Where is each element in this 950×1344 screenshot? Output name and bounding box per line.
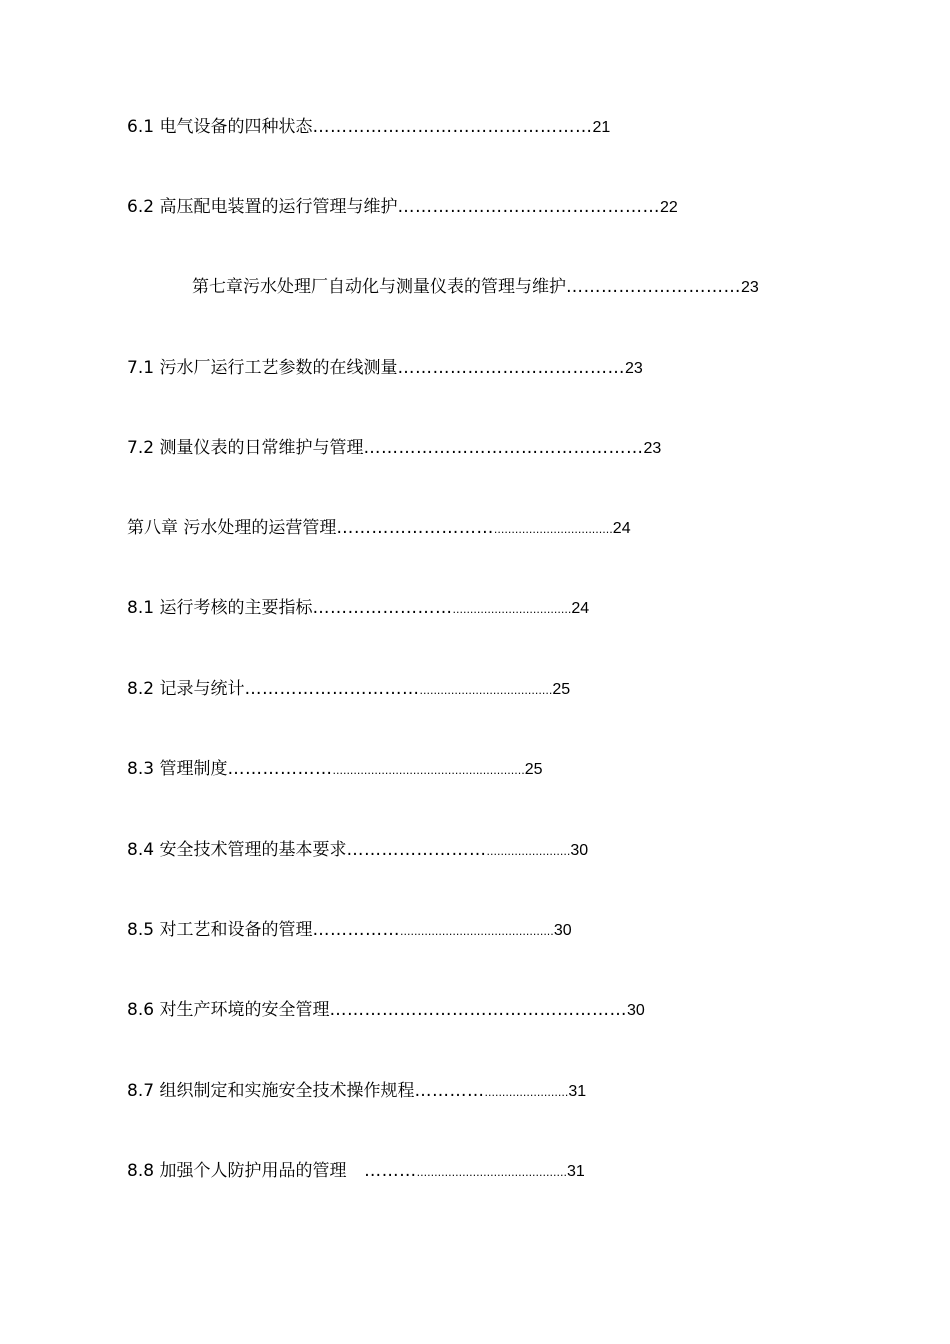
toc-page-number: 25 [524, 761, 543, 778]
toc-page-number: 24 [571, 600, 590, 617]
toc-page-number: 30 [553, 922, 572, 939]
toc-entry-chapter-7 [192, 276, 759, 299]
toc-leader: …………… [312, 920, 400, 940]
toc-page-number: 23 [643, 440, 662, 457]
toc-leader: ………………………… [244, 679, 420, 699]
toc-leader-small: .................................. [452, 603, 572, 616]
toc-entry-title: 第八章 污水处理的运营管理 [127, 518, 337, 538]
toc-leader-small: ........................ [484, 1086, 569, 1099]
toc-page-number: 23 [741, 279, 759, 296]
toc-entry-title: 6.1 电气设备的四种状态 [127, 117, 313, 137]
toc-entry-title: 8.2 记录与统计 [127, 679, 245, 699]
toc-entry-8-2 [127, 678, 570, 702]
toc-leader: ………………………………………… [363, 438, 644, 458]
toc-page-number: 24 [612, 520, 631, 537]
toc-entry-title: 8.7 组织制定和实施安全技术操作规程 [127, 1081, 415, 1101]
toc-leader: ……… [346, 1161, 417, 1181]
toc-entry-8-1 [127, 597, 589, 621]
toc-entry-8-5 [127, 919, 572, 943]
toc-leader-small: ...................................... [419, 684, 553, 697]
toc-leader: …………………… [346, 840, 487, 860]
toc-entry-title: 8.8 加强个人防护用品的管理 [127, 1161, 347, 1181]
toc-entry-title: 7.2 测量仪表的日常维护与管理 [127, 438, 364, 458]
toc-leader: ………… [414, 1081, 485, 1101]
toc-entry-6-1 [127, 116, 610, 139]
toc-entry-title: 第七章污水处理厂自动化与测量仪表的管理与维护 [192, 277, 566, 297]
toc-leader-small: ........................ [486, 845, 571, 858]
toc-entry-chapter-8 [127, 517, 631, 541]
toc-page-number: 31 [568, 1083, 587, 1100]
toc-page-number: 31 [567, 1163, 585, 1180]
toc-leader-small: ............................................ [399, 925, 554, 938]
toc-leader: ………………………… [566, 277, 741, 297]
toc-entry-7-2 [127, 437, 661, 460]
toc-page-number: 22 [659, 199, 678, 216]
toc-page-number: 25 [552, 681, 571, 698]
toc-entry-title: 8.3 管理制度 [127, 759, 228, 779]
toc-page-number: 23 [624, 360, 643, 377]
toc-leader: ………………………………………… [312, 117, 593, 137]
toc-leader: ……………………… [336, 518, 494, 538]
toc-page-number: 21 [592, 119, 611, 136]
toc-entry-8-3 [127, 758, 543, 782]
toc-entry-7-1 [127, 357, 643, 380]
toc-entry-title: 8.5 对工艺和设备的管理 [127, 920, 313, 940]
toc-entry-title: 6.2 高压配电装置的运行管理与维护 [127, 197, 398, 217]
toc-leader: ………………………………… [397, 358, 625, 378]
toc-leader: ……………… [227, 759, 333, 779]
toc-leader: …………………… [312, 598, 453, 618]
toc-entry-8-4 [127, 839, 588, 863]
toc-page-number: 30 [570, 842, 589, 859]
toc-entry-6-2 [127, 196, 678, 219]
toc-entry-title: 7.1 污水厂运行工艺参数的在线测量 [127, 358, 398, 378]
toc-entry-8-6 [127, 999, 645, 1022]
toc-leader-small: ....................................................... [332, 764, 525, 777]
toc-leader-small: ........................................... [416, 1166, 568, 1179]
toc-entry-8-8 [127, 1160, 585, 1184]
toc-entry-title: 8.6 对生产环境的安全管理 [127, 1000, 330, 1020]
toc-entry-title: 8.4 安全技术管理的基本要求 [127, 840, 347, 860]
toc-entry-title: 8.1 运行考核的主要指标 [127, 598, 313, 618]
toc-leader-small: .................................. [493, 523, 613, 536]
toc-leader: ……………………………………… [397, 197, 660, 217]
toc-leader: …………………………………………… [329, 1000, 627, 1020]
toc-entry-8-7 [127, 1080, 586, 1104]
toc-page-number: 30 [626, 1002, 645, 1019]
